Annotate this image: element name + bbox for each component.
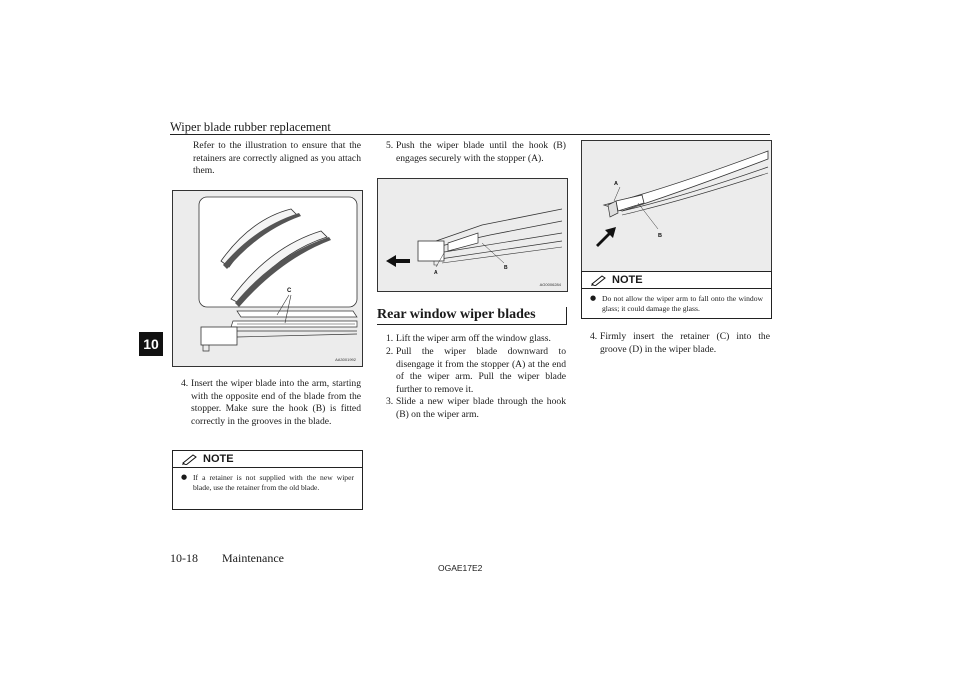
rear-wiper-illustration: [582, 141, 771, 287]
step-number: 5.: [386, 140, 394, 151]
figure-push-blade: [377, 178, 568, 292]
note-item-text: Do not allow the wiper arm to fall onto the window glass; it could damage the glass.: [602, 294, 763, 313]
callout-b: B: [658, 233, 662, 239]
step-text: Firmly insert the retainer (C) into the groove (D) in the wiper blade.: [600, 331, 770, 355]
figure-code: AA3001992: [335, 357, 356, 362]
page-number: 10-18: [170, 551, 198, 565]
chapter-tab[interactable]: 10: [139, 332, 163, 356]
note-box-right: [581, 271, 772, 319]
bullet-icon: ●: [181, 473, 188, 481]
section-heading-rule-vertical: [566, 307, 567, 324]
rear-step-2: [386, 346, 566, 396]
note-label: NOTE: [203, 453, 234, 465]
note-pencil-icon: [181, 453, 199, 465]
note-header: [173, 451, 362, 468]
step-text: Slide a new wiper blade through the hook (B) on the wiper arm.: [396, 396, 566, 420]
step-text: Lift the wiper arm off the window glass.: [396, 333, 551, 344]
callout-a: A: [434, 270, 438, 276]
note-label: NOTE: [612, 274, 643, 286]
note-box-left: [172, 450, 363, 510]
rear-step-3: [386, 396, 566, 421]
figure-code: AG0006284: [539, 282, 561, 287]
note-header: [582, 272, 771, 289]
running-header: Wiper blade rubber replacement: [170, 120, 331, 134]
step-number: 3.: [386, 396, 394, 407]
step-number: 2.: [386, 346, 394, 357]
step-4-insert-blade: [181, 378, 361, 428]
rear-step-1: [386, 333, 566, 346]
intro-paragraph: Refer to the illustration to ensure that the retainers are correctly aligned as you attach them.: [193, 140, 361, 177]
push-blade-illustration: [378, 179, 567, 291]
note-item: [181, 473, 354, 492]
header-rule: [170, 134, 770, 135]
step-number: 1.: [386, 333, 394, 344]
callout-c: C: [287, 288, 292, 294]
callout-b: B: [504, 265, 508, 271]
section-heading: Rear window wiper blades: [377, 307, 536, 322]
step-text: Pull the wiper blade downward to disengage it from the stopper (A) at the end of the wiper arm. Pull the wiper blade further to remove it.: [396, 346, 566, 395]
note-item-text: If a retainer is not supplied with the new wiper blade, use the retainer from the old blade.: [193, 473, 354, 492]
footer-section: Maintenance: [222, 551, 284, 565]
step-text: Insert the wiper blade into the arm, starting with the opposite end of the blade from the stopper. Make sure the hook (B) is fitted correctly in the grooves in the blade.: [191, 378, 361, 427]
note-pencil-icon: [590, 274, 608, 286]
section-heading-rule: [377, 324, 567, 325]
bullet-icon: ●: [590, 294, 597, 302]
step-number: 4.: [590, 331, 598, 342]
note-item: [590, 294, 763, 313]
step-text: Push the wiper blade until the hook (B) engages securely with the stopper (A).: [396, 140, 566, 164]
callout-a: A: [614, 181, 618, 187]
rear-step-4-insert-retainer: [590, 331, 770, 356]
step-number: 4.: [181, 378, 189, 389]
figure-rear-wiper: [581, 140, 772, 288]
figure-retainer-alignment: [172, 190, 363, 367]
retainer-illustration: [173, 191, 362, 366]
step-5-push-blade: [386, 140, 566, 165]
document-code: OGAE17E2: [438, 563, 483, 573]
